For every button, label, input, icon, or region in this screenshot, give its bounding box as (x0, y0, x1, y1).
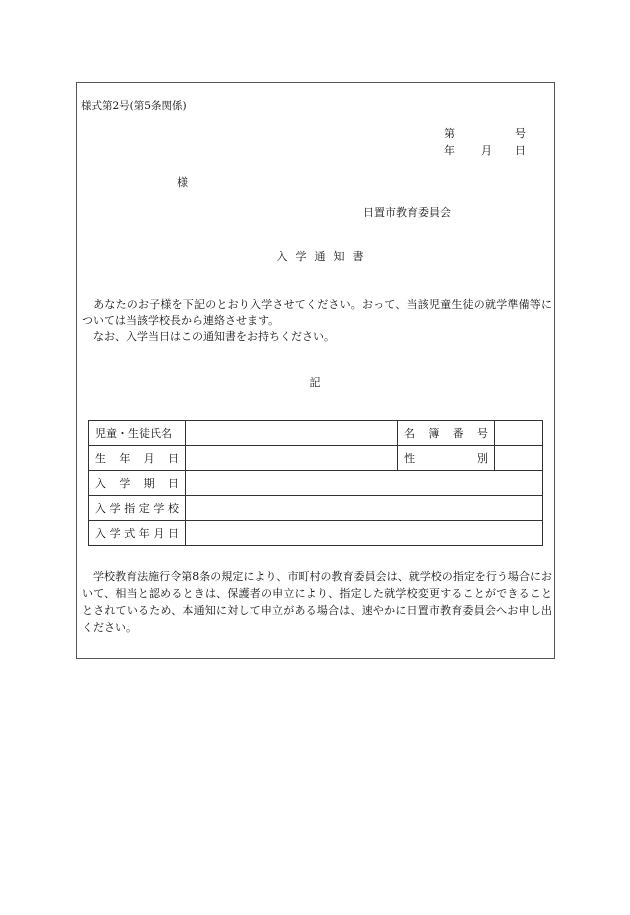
gender-text: 性 別 (404, 452, 488, 465)
number-suffix: 号 (515, 127, 526, 140)
label-student-name: 児童・生徒氏名 (89, 421, 186, 446)
number-label: 第 (444, 127, 455, 140)
value-entry-date (186, 471, 543, 496)
label-ceremony-date (89, 521, 186, 546)
note-paragraph: 学校教育法施行令第8条の規定により、市町村の教育委員会は、就学校の指定を行う場合において、相当と認めるときは、保護者の申立により、指定した就学校変更することができることとされているため、本通知に対して申立がある場合は、速やかに日置市教育委員会へお申し出ください。 (82, 570, 553, 634)
label-gender (398, 446, 495, 471)
body-paragraph-2: なお、入学当日はこの通知書をお持ちください。 (93, 330, 335, 343)
ki-heading: 記 (309, 376, 321, 389)
addressee-suffix: 様 (177, 176, 188, 189)
value-gender (495, 446, 543, 471)
roster-number-text: 名 簿 番 号 (404, 427, 488, 440)
table-row (89, 421, 543, 446)
body-paragraph-1: あなたのお子様を下記のとおり入学させてください。おって、当該児童生徒の就学準備等については当該学校長から連絡させます。 (82, 298, 552, 327)
label-roster-number (398, 421, 495, 446)
value-roster-number (495, 421, 543, 446)
date-month: 月 (481, 144, 492, 157)
value-birthdate (186, 446, 398, 471)
table-row (89, 446, 543, 471)
ceremony-date-text: 入 学 式 年 月 日 (95, 527, 179, 540)
body-text (82, 297, 552, 345)
table-row (89, 471, 543, 496)
table-row (89, 496, 543, 521)
value-designated-school (186, 496, 543, 521)
table-row (89, 521, 543, 546)
issuer: 日置市教育委員会 (363, 206, 451, 219)
birthdate-text: 生 年 月 日 (95, 452, 179, 465)
label-birthdate (89, 446, 186, 471)
value-ceremony-date (186, 521, 543, 546)
form-label: 様式第2号(第5条関係) (81, 100, 187, 112)
value-student-name (186, 421, 398, 446)
document-title: 入学通知書 (276, 250, 372, 263)
note-text (82, 568, 552, 636)
designated-school-text: 入 学 指 定 学 校 (95, 502, 179, 515)
info-table (88, 420, 543, 546)
date-day: 日 (515, 144, 526, 157)
label-designated-school (89, 496, 186, 521)
date-year: 年 (444, 144, 455, 157)
label-entry-date (89, 471, 186, 496)
entry-date-text: 入 学 期 日 (95, 477, 179, 490)
